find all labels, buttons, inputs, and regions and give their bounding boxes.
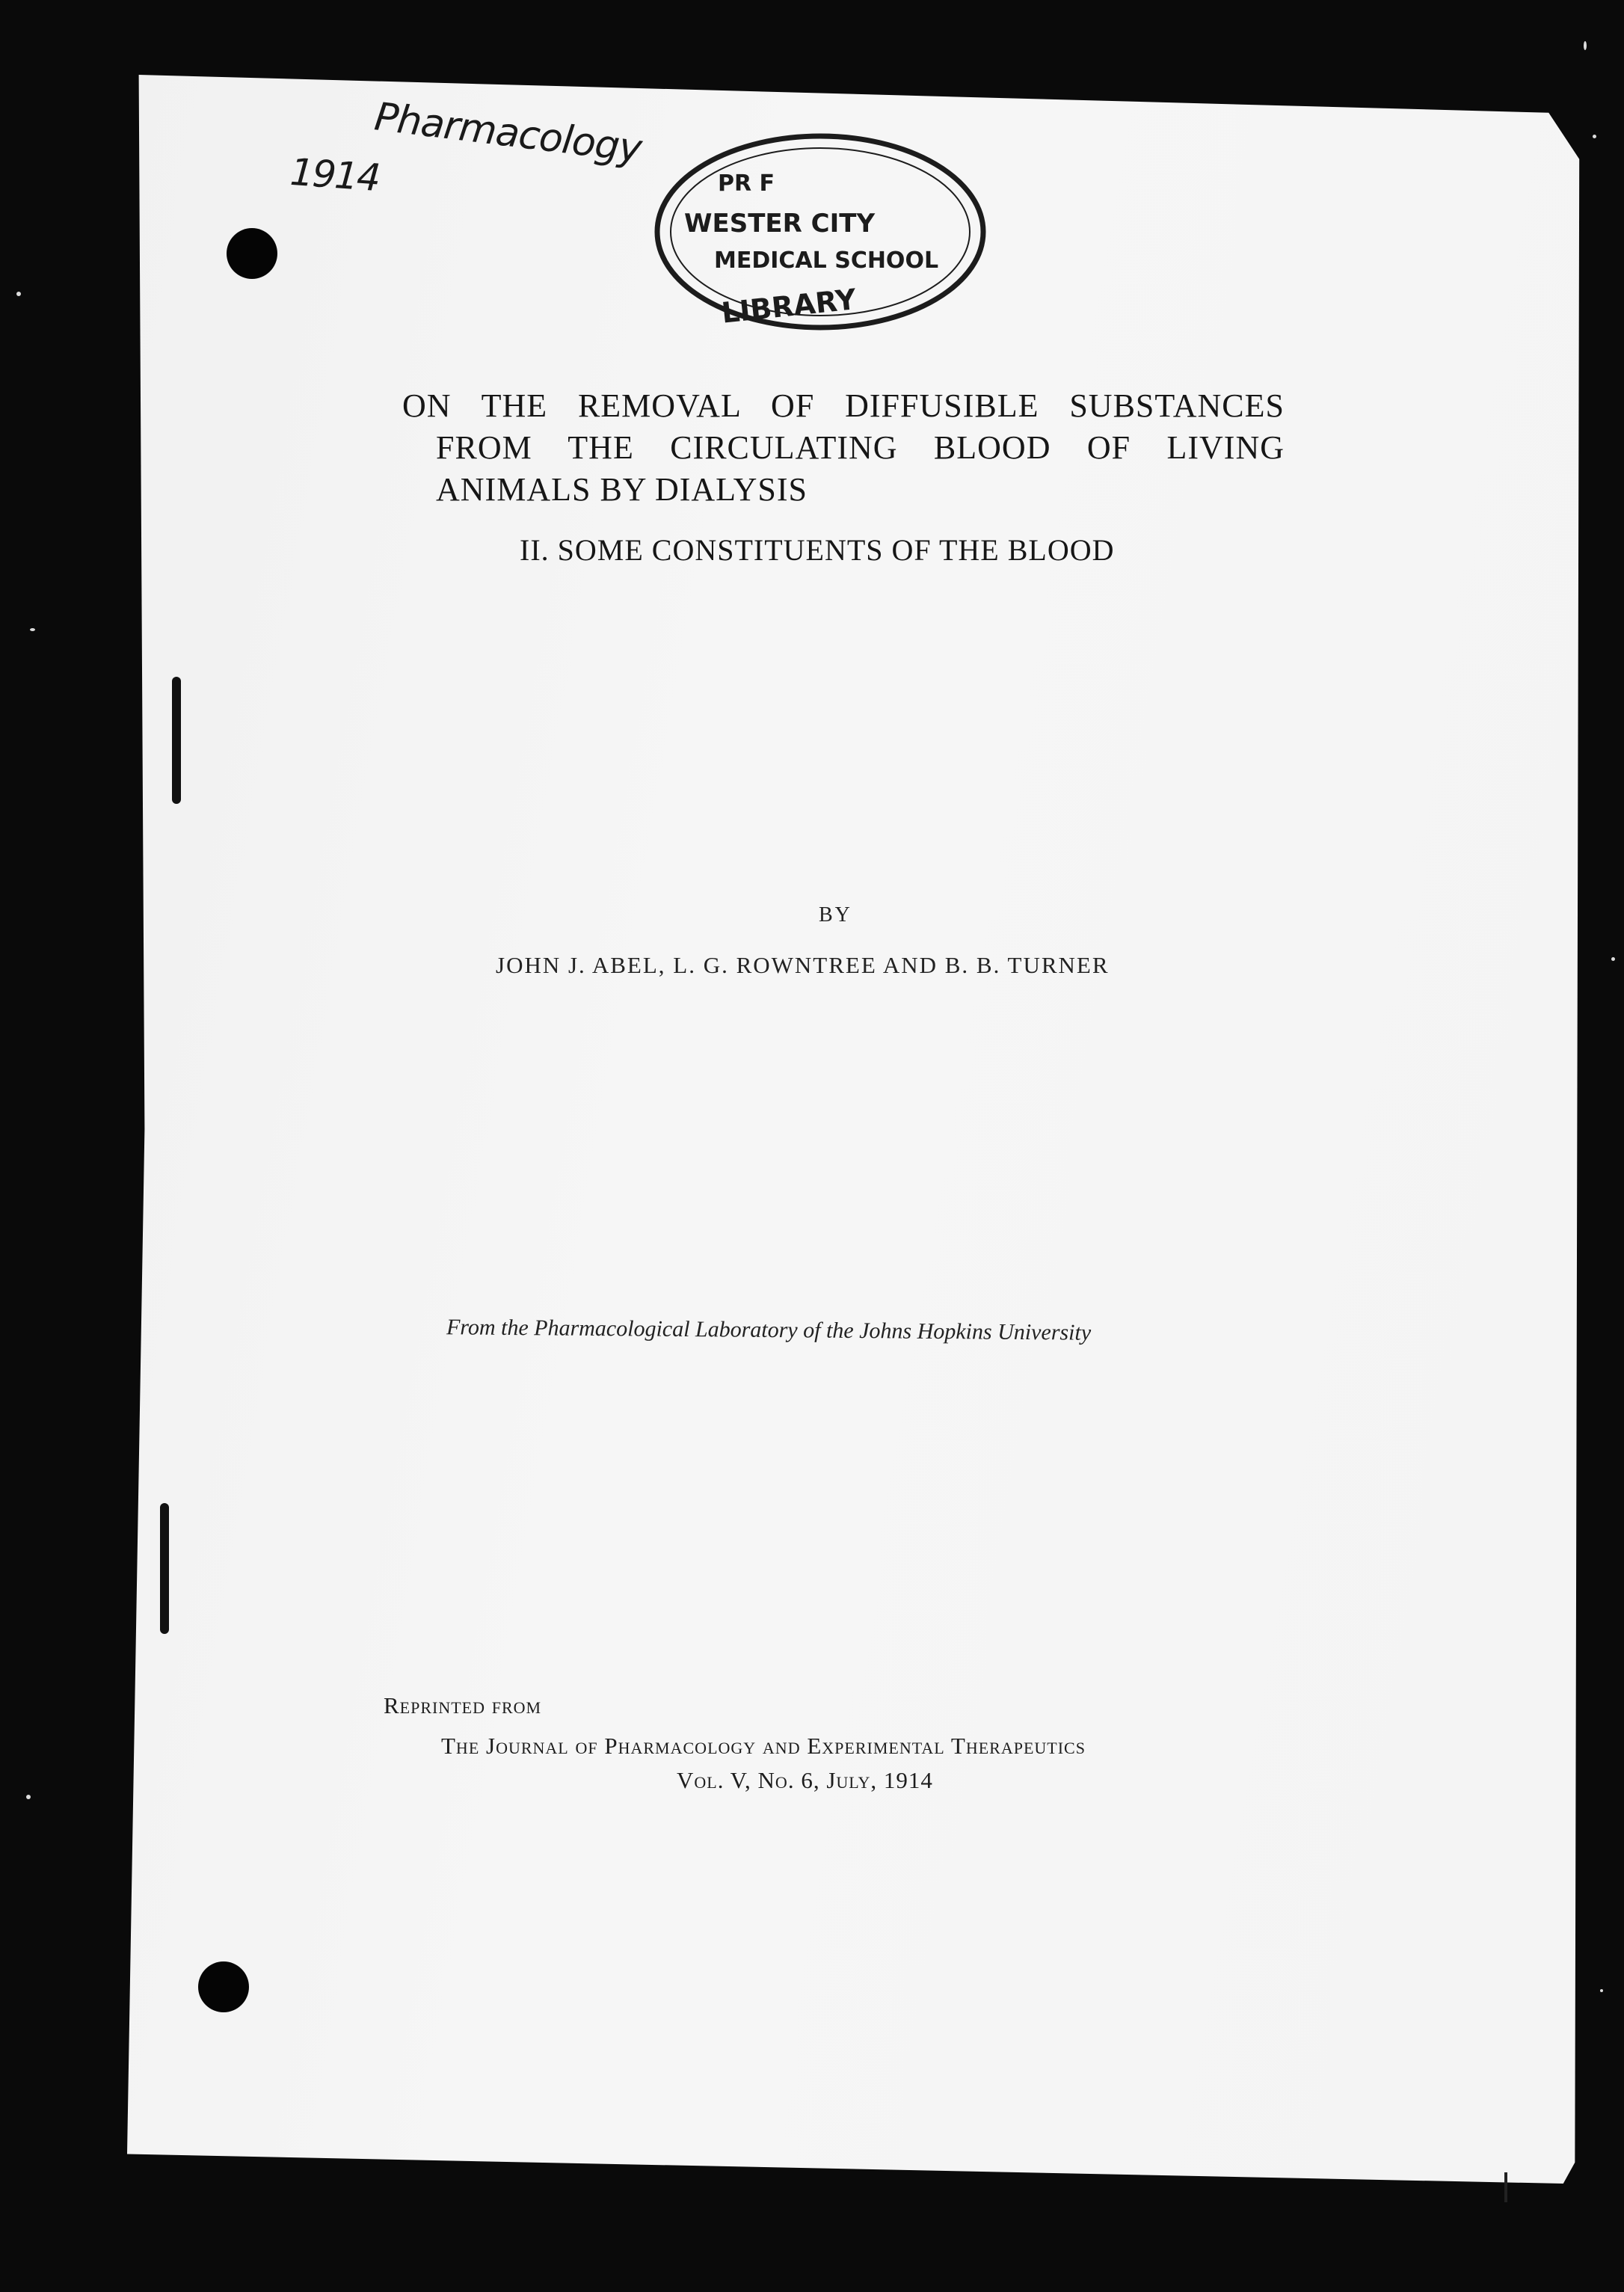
title-line-1: ON THE REMOVAL OF DIFFUSIBLE SUBSTANCES <box>402 387 1285 424</box>
handwritten-year: 1914 <box>289 150 381 200</box>
title-line-2: FROM THE CIRCULATING BLOOD OF LIVING <box>436 429 1285 466</box>
punch-hole-bottom <box>198 1961 249 2012</box>
stamp-line-4: LIBRARY <box>719 283 858 330</box>
handwritten-subject: Pharmacology <box>372 94 644 172</box>
dust-speck <box>1584 41 1587 50</box>
title-line-3: ANIMALS BY DIALYSIS <box>436 471 808 508</box>
stamp-line-1: PR F <box>718 170 775 197</box>
dust-speck <box>30 628 35 631</box>
stamp-line-3: MEDICAL SCHOOL <box>714 248 939 274</box>
journal-issue: Vol. V, No. 6, July, 1914 <box>677 1767 933 1793</box>
dust-speck <box>1600 1989 1603 1992</box>
dust-speck <box>1611 957 1615 961</box>
dust-speck <box>16 292 21 296</box>
authors: JOHN J. ABEL, L. G. ROWNTREE AND B. B. TURNER <box>496 952 1110 978</box>
punch-hole-top <box>227 228 277 279</box>
library-stamp <box>650 127 991 344</box>
dust-speck <box>1593 135 1596 138</box>
reprint-label: Reprinted from <box>384 1692 542 1718</box>
binder-slot-lower <box>160 1503 169 1634</box>
laboratory-affiliation: From the Pharmacological Laboratory of the Johns Hopkins University <box>446 1315 1092 1345</box>
article-subtitle: II. SOME CONSTITUENTS OF THE BLOOD <box>520 533 1115 567</box>
library-stamp-graphic <box>650 127 991 344</box>
binder-slot-upper <box>172 677 181 804</box>
byline-label: BY <box>819 903 852 927</box>
article-title <box>402 385 1299 511</box>
journal-name: The Journal of Pharmacology and Experimental Therapeutics <box>441 1733 1086 1759</box>
page-edge-mark <box>1504 2172 1507 2202</box>
dust-speck <box>26 1795 31 1799</box>
stamp-line-2: WESTER CITY <box>684 209 876 239</box>
